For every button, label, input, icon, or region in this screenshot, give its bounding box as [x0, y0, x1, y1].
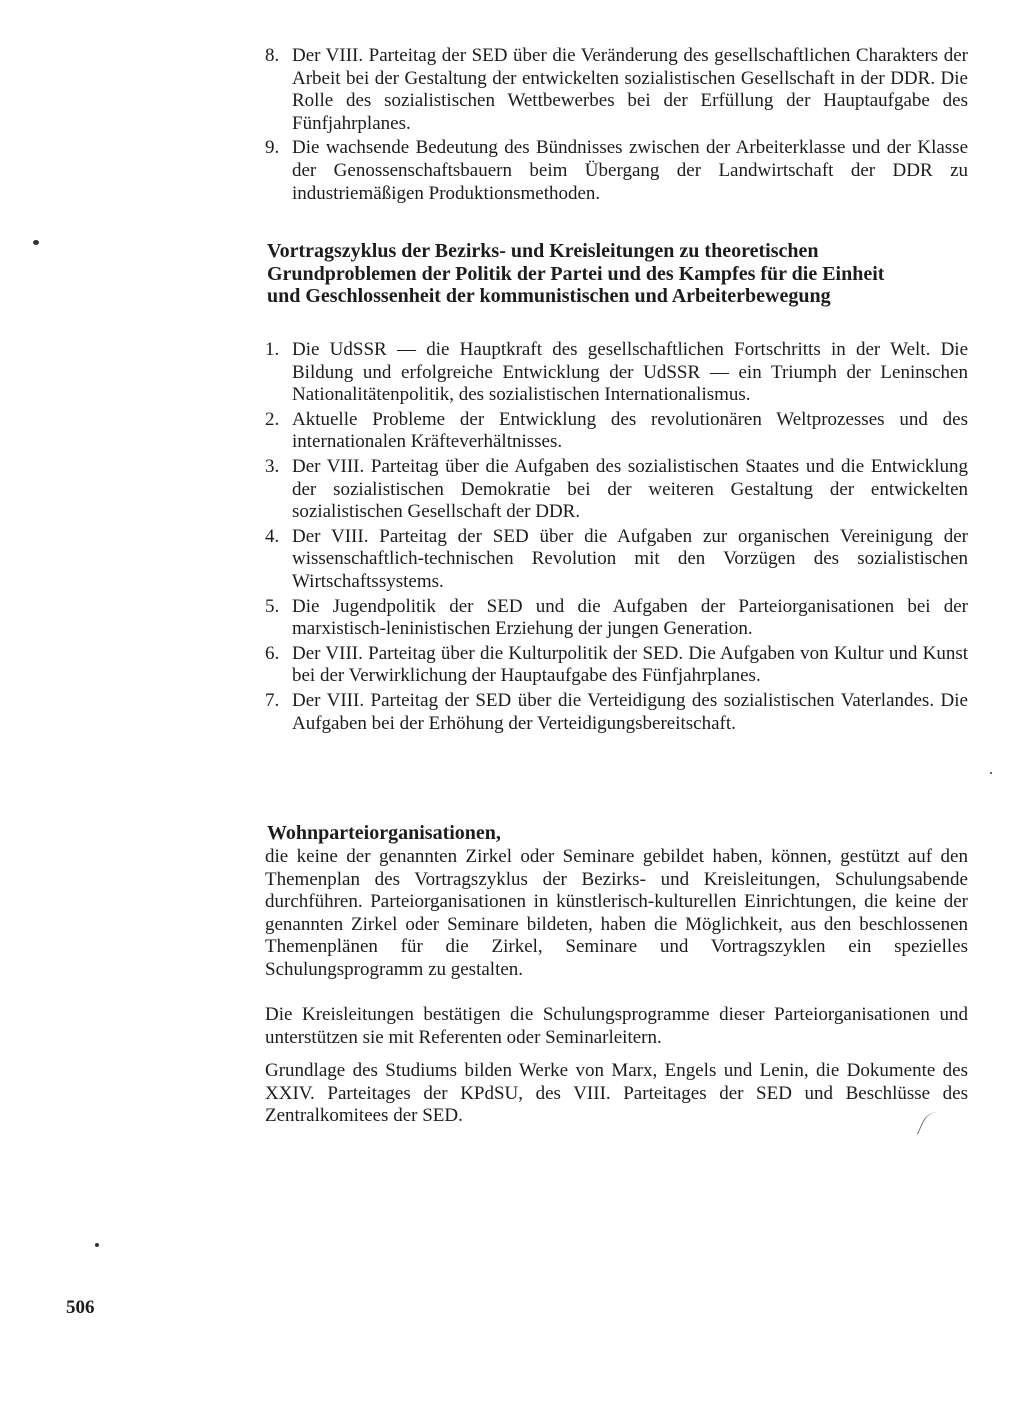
- list-item-text: Die UdSSR — die Hauptkraft des gesellschaftlichen Fortschritts in der Welt. Die Bildung und erfolgreiche Entwicklung der UdSSR — ein Triumph der Leninschen Nationalitätenpolitik, des sozialistischen Internationalismus.: [292, 339, 968, 406]
- list-item-text: Die wachsende Bedeutung des Bündnisses zwischen der Arbeiterklasse und der Klasse der Genossenschaftsbauern beim Übergang der Landwirtschaft der DDR zu industriemäßigen Produktionsmethoden.: [292, 137, 968, 204]
- list-item-number: 8.: [265, 45, 280, 66]
- list-item-text: Der VIII. Parteitag über die Kulturpolitik der SED. Die Aufgaben von Kultur und Kunst bei der Verwirklichung der Hauptaufgabe des Fünfjahrplanes.: [292, 642, 968, 687]
- scan-speck: [990, 772, 992, 774]
- page-number: 506: [66, 1297, 95, 1318]
- residential-organisations-heading: Wohnparteiorganisationen,: [267, 822, 501, 844]
- residential-paragraph-3: Grundlage des Studiums bilden Werke von Marx, Engels und Lenin, die Dokumente des XXIV. Parteitages der KPdSU, des VIII. Parteitages der SED und Beschlüsse des Zentralkomitees der SED.: [265, 1060, 968, 1127]
- lecture-cycle-heading: Vortragszyklus der Bezirks- und Kreisleitungen zu theoretischen Grundproblemen der Politik der Partei und des Kampfes für die Einheit und Geschlossenheit der kommunistischen und Arbeiterbewegung: [267, 240, 885, 307]
- scan-speck: [95, 1243, 99, 1247]
- list-item: [265, 339, 968, 407]
- list-item: [265, 643, 968, 688]
- list-item: [265, 409, 968, 454]
- list-item-number: 9.: [265, 137, 280, 159]
- list-item-number: 6.: [265, 642, 280, 664]
- list-item-text: Der VIII. Parteitag der SED über die Aufgaben zur organischen Vereinigung der wissenschaftlich-technischen Revolution mit den Vorzügen des sozialistischen Wirtschaftssystems.: [292, 525, 968, 592]
- list-item: [265, 137, 968, 205]
- list-item-text: Die Jugendpolitik der SED und die Aufgaben der Parteiorganisationen bei der marxistisch-leninistischen Erziehung der jungen Generation.: [292, 595, 968, 640]
- list-item-number: 4.: [265, 525, 280, 547]
- list-item-number: 3.: [265, 455, 280, 477]
- residential-paragraph-2: Die Kreisleitungen bestätigen die Schulungsprogramme dieser Parteiorganisationen und unterstützen sie mit Referenten oder Seminarleitern.: [265, 1004, 968, 1048]
- list-item-text: Der VIII. Parteitag der SED über die Veränderung des gesellschaftlichen Charakters der Arbeit bei der Gestaltung der entwickelten sozialistischen Gesellschaft in der DDR. Die Rolle des sozialistischen Wettbewerbes bei der Erfüllung der Hauptaufgabe des Fünfjahrplanes.: [292, 45, 968, 134]
- lecture-cycle-list: [265, 339, 968, 737]
- scan-speck: [33, 240, 39, 245]
- list-item-number: 5.: [265, 595, 280, 617]
- top-numbered-list: [265, 45, 968, 207]
- list-item-number: 2.: [265, 408, 280, 430]
- list-item: [265, 690, 968, 735]
- list-item-number: 1.: [265, 339, 280, 360]
- list-item-text: Der VIII. Parteitag der SED über die Verteidigung des sozialistischen Vaterlandes. Die Aufgaben bei der Erhöhung der Verteidigungsbereitschaft.: [292, 689, 968, 734]
- list-item: [265, 596, 968, 641]
- list-item: [265, 456, 968, 524]
- list-item-number: 7.: [265, 689, 280, 711]
- list-item-text: Aktuelle Probleme der Entwicklung des revolutionären Weltprozesses und des internationalen Kräfteverhältnisses.: [292, 408, 968, 453]
- list-item: [265, 526, 968, 594]
- residential-paragraph-1: die keine der genannten Zirkel oder Seminare gebildet haben, können, gestützt auf den Themenplan des Vortragszyklus der Bezirks- und Kreisleitungen, Schulungsabende durchführen. Parteiorganisationen in künstlerisch-kulturellen Einrichtungen, die keine der genannten Zirkel oder Seminare bildeten, haben die Möglichkeit, aus den beschlossenen Themenplänen für die Zirkel, Seminare und Vortragszyklen ein spezielles Schulungsprogramm zu gestalten.: [265, 846, 968, 980]
- list-item: [265, 45, 968, 135]
- list-item-text: Der VIII. Parteitag über die Aufgaben des sozialistischen Staates und die Entwicklung der sozialistischen Demokratie bei der weiteren Gestaltung der entwickelten sozialistischen Gesellschaft der DDR.: [292, 455, 968, 523]
